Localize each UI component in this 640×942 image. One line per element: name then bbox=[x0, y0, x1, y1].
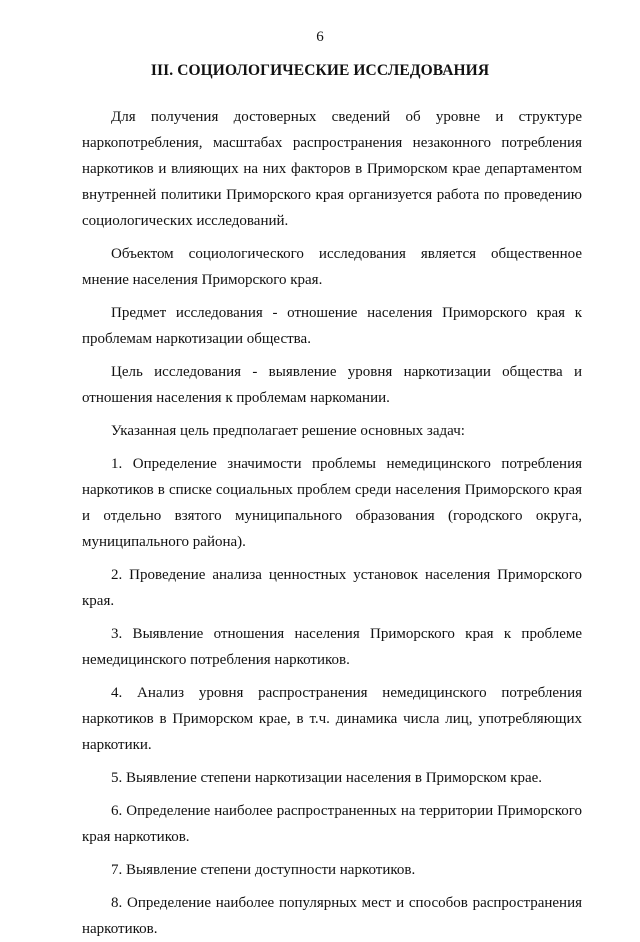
task-item-1: 1. Определение значимости проблемы немедицинского потребления наркотиков в списке социальных проблем среди населения Приморского края и отдельно взятого муниципального образования (городского округа, муниципального района). bbox=[82, 456, 582, 550]
task-item-2: 2. Проведение анализа ценностных установок населения Приморского края. bbox=[82, 567, 582, 609]
task-item-7: 7. Выявление степени доступности наркотиков. bbox=[111, 862, 416, 878]
task-item-4: 4. Анализ уровня распространения немедицинского потребления наркотиков в Приморском крае, в т.ч. динамика числа лиц, употребляющих наркотики. bbox=[82, 685, 582, 753]
paragraph-tasks-intro: Указанная цель предполагает решение основных задач: bbox=[111, 423, 465, 439]
task-item-6: 6. Определение наиболее распространенных на территории Приморского края наркотиков. bbox=[82, 803, 582, 845]
paragraph-goal: Цель исследования - выявление уровня наркотизации общества и отношения населения к проблемам наркомании. bbox=[82, 364, 582, 406]
paragraph-subject: Предмет исследования - отношение населения Приморского края к проблемам наркотизации общества. bbox=[82, 305, 582, 347]
paragraph-intro: Для получения достоверных сведений об уровне и структуре наркопотребления, масштабах распространения незаконного потребления наркотиков и влияющих на них факторов в Приморском крае департаментом внутренней политики Приморского края организуется работа по проведению социологических исследований. bbox=[82, 109, 582, 229]
section-title: III. СОЦИОЛОГИЧЕСКИЕ ИССЛЕДОВАНИЯ bbox=[150, 62, 490, 79]
page-number: 6 bbox=[316, 29, 324, 45]
document-body bbox=[82, 104, 582, 942]
task-item-8: 8. Определение наиболее популярных мест и способов распространения наркотиков. bbox=[82, 895, 582, 937]
task-item-3: 3. Выявление отношения населения Приморского края к проблеме немедицинского потребления наркотиков. bbox=[82, 626, 582, 668]
task-item-5: 5. Выявление степени наркотизации населения в Приморском крае. bbox=[111, 770, 543, 786]
paragraph-object: Объектом социологического исследования является общественное мнение населения Приморского края. bbox=[82, 246, 582, 288]
